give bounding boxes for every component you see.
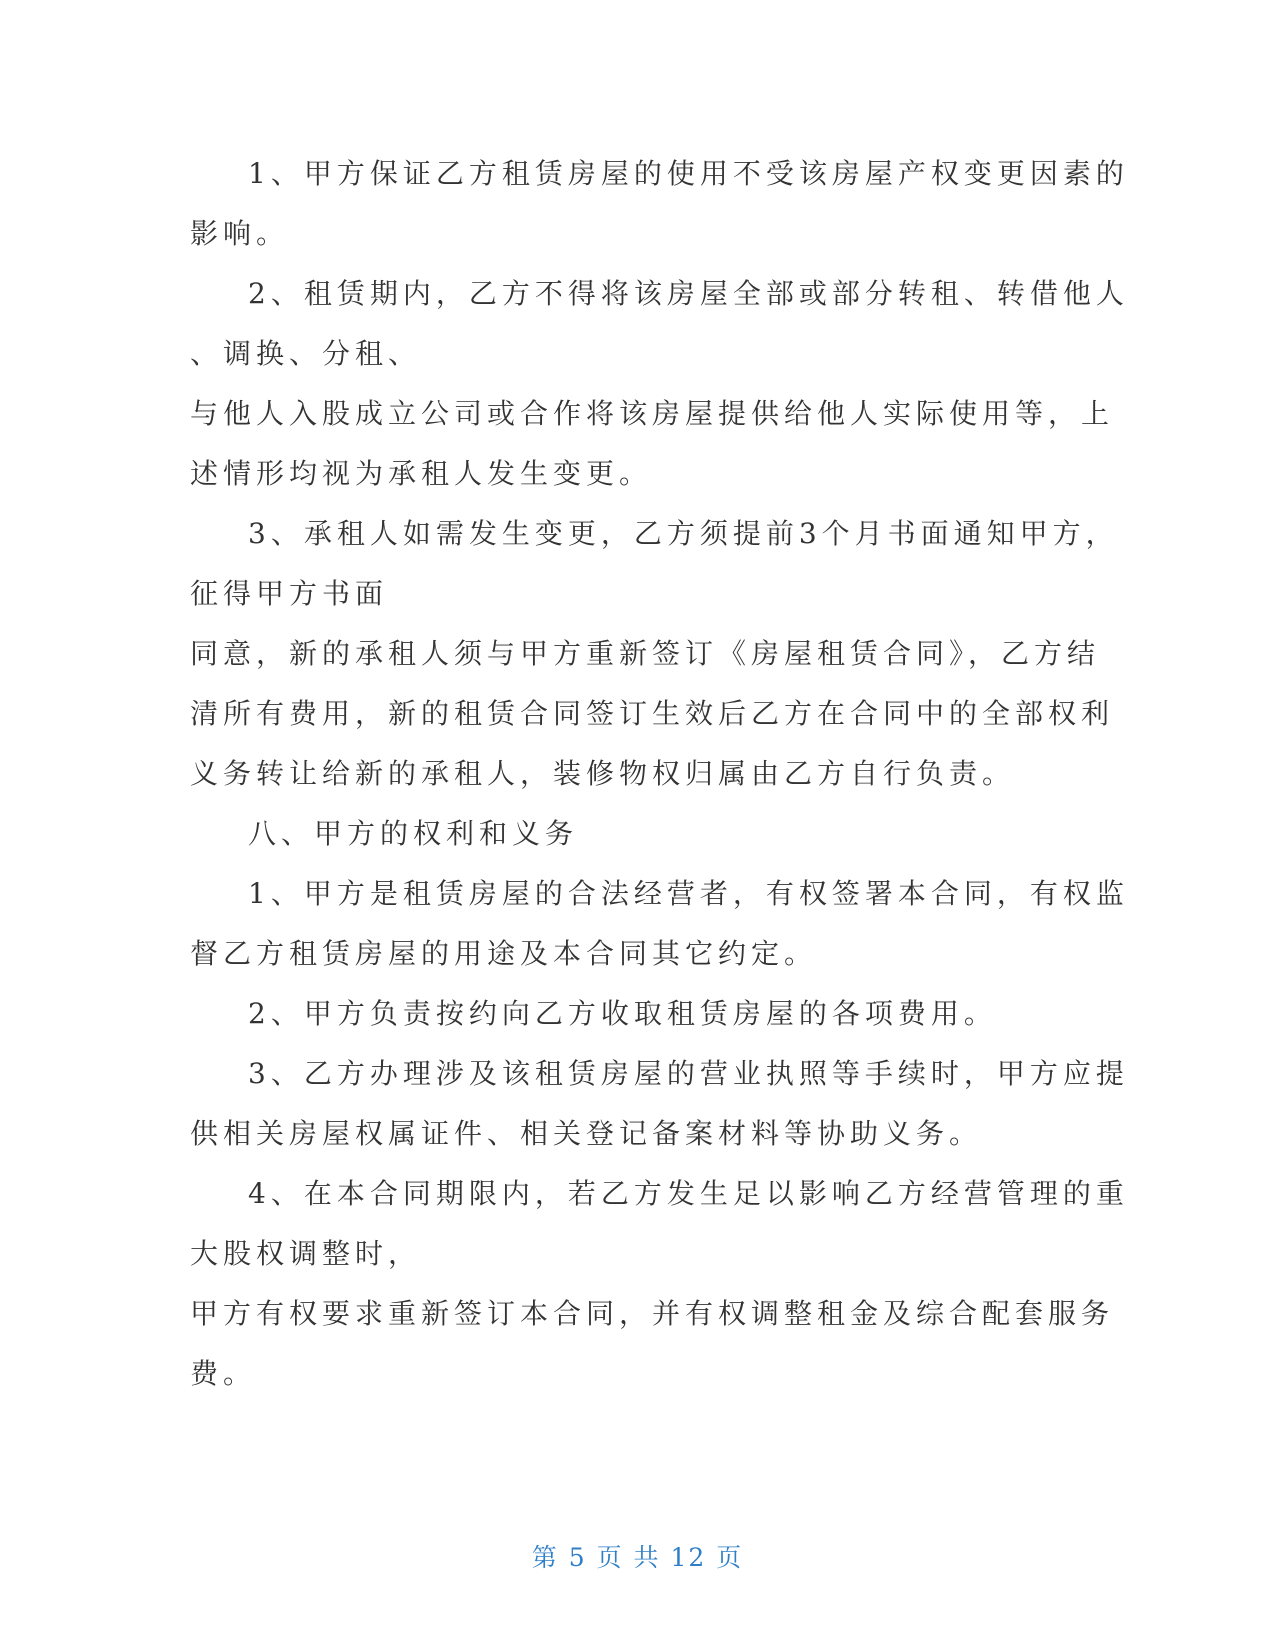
text-line-15: 2、甲方负责按约向乙方收取租赁房屋的各项费用。 [248, 997, 997, 1030]
text-line-6: 述情形均视为承租人发生变更。 [190, 457, 653, 490]
text-line-10: 清所有费用，新的租赁合同签订生效后乙方在合同中的全部权利 [190, 697, 1115, 730]
text-line-4: 、调换、分租、 [190, 337, 422, 370]
text-line-2: 影响。 [190, 217, 290, 250]
text-line-7: 3、承租人如需发生变更，乙方须提前3个月书面通知甲方， [248, 517, 1119, 550]
text-line-19: 大股权调整时， [190, 1237, 422, 1270]
text-line-9: 同意，新的承租人须与甲方重新签订《房屋租赁合同》，乙方结 [190, 637, 1101, 670]
text-line-16: 3、乙方办理涉及该租赁房屋的营业执照等手续时，甲方应提 [248, 1057, 1129, 1090]
text-line-8: 征得甲方书面 [190, 577, 389, 610]
document-body [190, 144, 1129, 1404]
text-line-14: 督乙方租赁房屋的用途及本合同其它约定。 [190, 937, 818, 970]
text-line-1: 1、甲方保证乙方租赁房屋的使用不受该房屋产权变更因素的 [248, 157, 1129, 190]
text-line-17: 供相关房屋权属证件、相关登记备案材料等协助义务。 [190, 1117, 983, 1150]
section-heading: 八、甲方的权利和义务 [248, 817, 579, 850]
text-line-3: 2、租赁期内，乙方不得将该房屋全部或部分转租、转借他人 [248, 277, 1129, 310]
text-line-21: 费。 [190, 1357, 257, 1390]
text-line-11: 义务转让给新的承租人，装修物权归属由乙方自行负责。 [190, 757, 1016, 790]
text-line-13: 1、甲方是租赁房屋的合法经营者，有权签署本合同，有权监 [248, 877, 1129, 910]
text-line-18: 4、在本合同期限内，若乙方发生足以影响乙方经营管理的重 [248, 1177, 1129, 1210]
text-line-20: 甲方有权要求重新签订本合同，并有权调整租金及综合配套服务 [190, 1297, 1115, 1330]
text-line-5: 与他人入股成立公司或合作将该房屋提供给他人实际使用等，上 [190, 397, 1115, 430]
page-number-footer: 第 5 页 共 12 页 [531, 1543, 744, 1572]
